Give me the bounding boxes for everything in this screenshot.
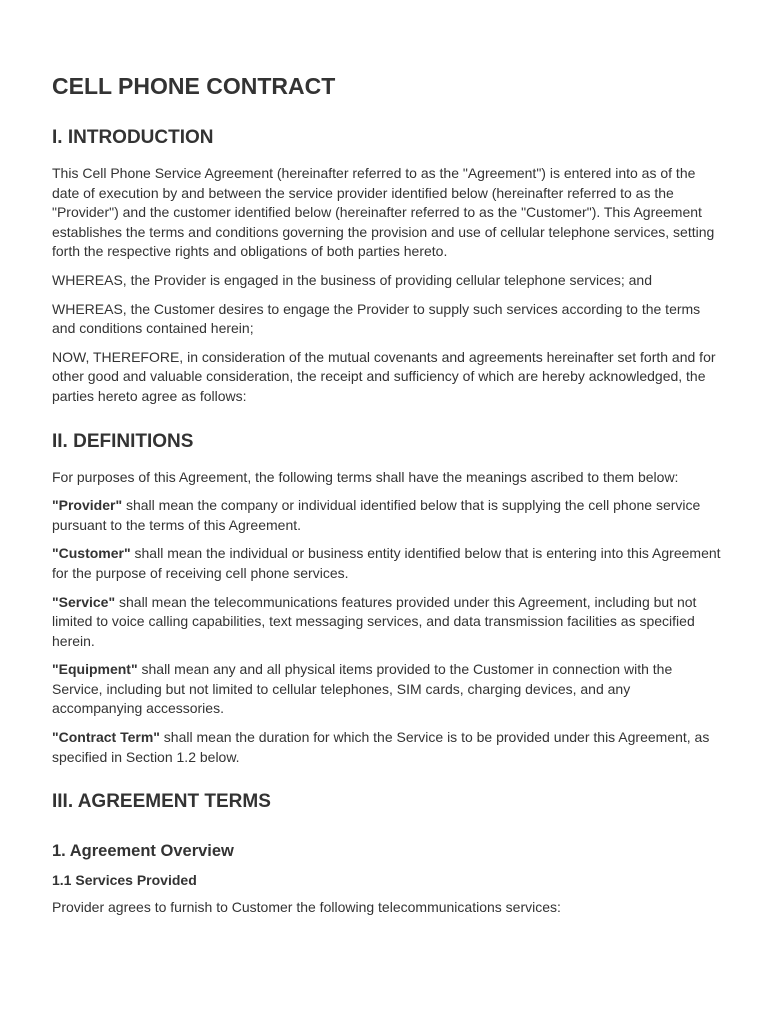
definition-equipment [52, 660, 722, 719]
section-heading-definitions: II. DEFINITIONS [52, 430, 194, 452]
definition-term: "Contract Term" [52, 729, 160, 746]
document-title: CELL PHONE CONTRACT [52, 73, 336, 99]
section-heading-introduction: I. INTRODUCTION [52, 127, 214, 148]
document-page [52, 72, 722, 927]
definition-customer [52, 544, 722, 583]
definition-text: shall mean the company or individual identified below that is supplying the cell phone service pursuant to the terms of this Agreement. [52, 497, 701, 533]
definition-contract-term [52, 728, 722, 767]
services-provided-paragraph: Provider agrees to furnish to Customer the following telecommunications services: [52, 899, 561, 916]
definition-provider [52, 496, 722, 535]
definition-text: shall mean any and all physical items provided to the Customer in connection with the Service, including but not limited to cellular telephones, SIM cards, charging devices, and any accompanying accessories. [52, 661, 673, 717]
whereas-customer-paragraph: WHEREAS, the Customer desires to engage the Provider to supply such services according to the terms and conditions contained herein; [52, 300, 701, 337]
definition-text: shall mean the duration for which the Service is to be provided under this Agreement, as specified in Section 1.2 below. [52, 729, 710, 765]
definition-term: "Customer" [52, 545, 131, 562]
definitions-intro: For purposes of this Agreement, the following terms shall have the meanings ascribed to them below: [52, 468, 679, 485]
section-heading-agreement-terms: III. AGREEMENT TERMS [52, 791, 271, 813]
definition-term: "Service" [52, 593, 116, 610]
subsubsection-heading-services-provided: 1.1 Services Provided [52, 872, 197, 889]
definition-text: shall mean the telecommunications features provided under this Agreement, including but not limited to voice calling capabilities, text messaging services, and data transmission facilities as specified herein. [52, 593, 697, 649]
whereas-provider-paragraph: WHEREAS, the Provider is engaged in the business of providing cellular telephone services; and [52, 271, 652, 288]
definition-text: shall mean the individual or business entity identified below that is entering into this Agreement for the purpose of receiving cell phone services. [52, 545, 721, 581]
definition-service [52, 593, 722, 652]
subsection-heading-agreement-overview: 1. Agreement Overview [52, 842, 234, 861]
definition-term: "Equipment" [52, 661, 138, 678]
now-therefore-paragraph: NOW, THEREFORE, in consideration of the mutual covenants and agreements hereinafter set forth and for other good and valuable consideration, the receipt and sufficiency of which are hereby acknowledged, the parties hereto agree as follows: [52, 348, 716, 404]
definition-term: "Provider" [52, 497, 123, 514]
intro-paragraph: This Cell Phone Service Agreement (hereinafter referred to as the "Agreement") is entered into as of the date of execution by and between the service provider identified below (hereinafter referred to as the "Provider") and the customer identified below (hereinafter referred to as the "Customer"). This Agreement establishes the terms and conditions governing the provision and use of cellular telephone services, setting forth the respective rights and obligations of both parties hereto. [52, 165, 715, 260]
